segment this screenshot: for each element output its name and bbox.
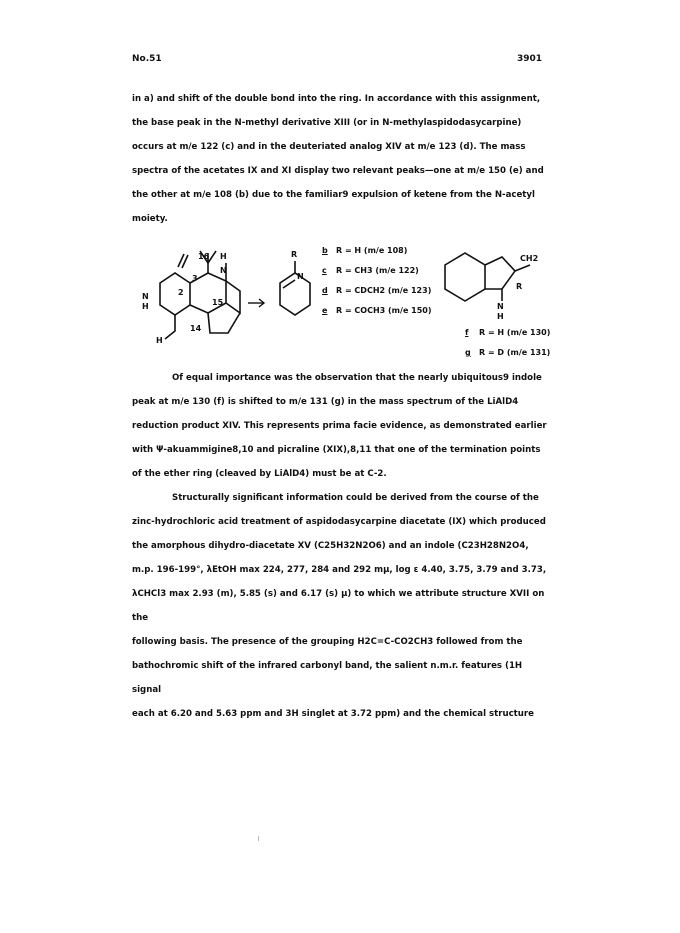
fragment-row-f: f R = H (m/e 130) bbox=[465, 328, 551, 337]
text-line: moiety. bbox=[132, 214, 168, 224]
atom-h: H bbox=[220, 252, 227, 261]
text-line: with Ψ-akuammigine8,10 and picraline (XIX),8,11 that one of the termination points bbox=[132, 445, 541, 455]
fragment-row-c: c R = CH3 (m/e 122) bbox=[322, 266, 419, 275]
text-line: each at 6.20 and 5.63 ppm and 3H singlet at 3.72 ppm) and the chemical structure bbox=[132, 709, 534, 719]
journal-issue: No.51 bbox=[132, 54, 162, 64]
paragraph-mass-spectra bbox=[132, 87, 552, 231]
ring-number: 3 bbox=[192, 274, 198, 283]
page-number: 3901 bbox=[516, 54, 542, 64]
text-line: the amorphous dihydro-diacetate XV (C25H32N2O6) and an indole (C23H28N2O4, bbox=[132, 541, 529, 551]
fragment-row-g: g R = D (m/e 131) bbox=[465, 348, 551, 357]
fragment-row-d: d R = CDCH2 (m/e 123) bbox=[322, 286, 432, 295]
atom-h: H bbox=[142, 302, 149, 311]
text-line: in a) and shift of the double bond into the ring. In accordance with this assignment, bbox=[132, 94, 541, 104]
text-line: m.p. 196-199°, λEtOH max 224, 277, 284 and 292 mμ, log ε 4.40, 3.75, 3.79 and 3.73, bbox=[132, 565, 547, 575]
text-line: peak at m/e 130 (f) is shifted to m/e 131 (g) in the mass spectrum of the LiAlD4 bbox=[132, 397, 519, 407]
text-line: of the ether ring (cleaved by LiAlD4) must be at C-2. bbox=[132, 469, 387, 479]
fragment-list-pyridinium bbox=[322, 241, 432, 321]
substituent-r: R bbox=[291, 250, 298, 259]
text-line: bathochromic shift of the infrared carbonyl band, the salient n.m.r. features (1H signal bbox=[132, 661, 523, 695]
text-line: occurs at m/e 122 (c) and in the deuteriated analog XIV at m/e 123 (d). The mass bbox=[132, 142, 526, 152]
reaction-arrow bbox=[248, 299, 264, 307]
paragraph-zinc-treatment bbox=[132, 486, 552, 726]
text-line: Structurally significant information could be derived from the course of the bbox=[172, 493, 539, 503]
text-line: Of equal importance was the observation that the nearly ubiquitous9 indole bbox=[172, 373, 542, 383]
text-line: the other at m/e 108 (b) due to the familiar9 expulsion of ketene from the N-acetyl bbox=[132, 190, 535, 200]
cage-atom-labels bbox=[142, 252, 227, 345]
substituent-r: R bbox=[516, 282, 523, 291]
indole-ring bbox=[445, 253, 530, 301]
ring-number: 2 bbox=[178, 288, 184, 297]
page-header bbox=[132, 54, 542, 64]
text-line: following basis. The presence of the grouping H2C=C-CO2CH3 followed from the bbox=[132, 637, 523, 647]
fragment-row-e: e R = COCH3 (m/e 150) bbox=[322, 306, 432, 315]
fragment-row-b: b R = H (m/e 108) bbox=[322, 246, 408, 255]
text-line: λCHCl3 max 2.93 (m), 5.85 (s) and 6.17 (s) μ) to which we attribute structure XVII on the bbox=[132, 589, 545, 623]
atom-n: N bbox=[297, 272, 304, 281]
paragraph-indole-peak bbox=[132, 366, 552, 486]
scan-mark bbox=[258, 836, 259, 841]
ring-number: 15 bbox=[212, 298, 224, 307]
text-line: reduction product XIV. This represents prima facie evidence, as demonstrated earlier bbox=[132, 421, 547, 431]
ring-number: 14 bbox=[190, 324, 202, 333]
text-line: zinc-hydrochloric acid treatment of aspidodasycarpine diacetate (IX) which produced bbox=[132, 517, 546, 527]
fragment-list-indole bbox=[465, 323, 550, 363]
text-line: the base peak in the N-methyl derivative XIII (or in N-methylaspidodasycarpine) bbox=[132, 118, 522, 128]
atom-h: H bbox=[156, 336, 163, 345]
text-line: spectra of the acetates IX and XI display two relevant peaks—one at m/e 150 (e) and bbox=[132, 166, 544, 176]
ring-number: 16 bbox=[198, 252, 210, 261]
atom-n: N bbox=[142, 292, 149, 301]
atom-n-plus: N bbox=[220, 266, 227, 275]
atom-h: H bbox=[497, 312, 504, 321]
group-ch2: CH2 bbox=[520, 254, 539, 263]
atom-n: N bbox=[497, 302, 504, 311]
pyridinium-ring bbox=[280, 261, 310, 315]
pyridinium-labels bbox=[291, 250, 304, 281]
